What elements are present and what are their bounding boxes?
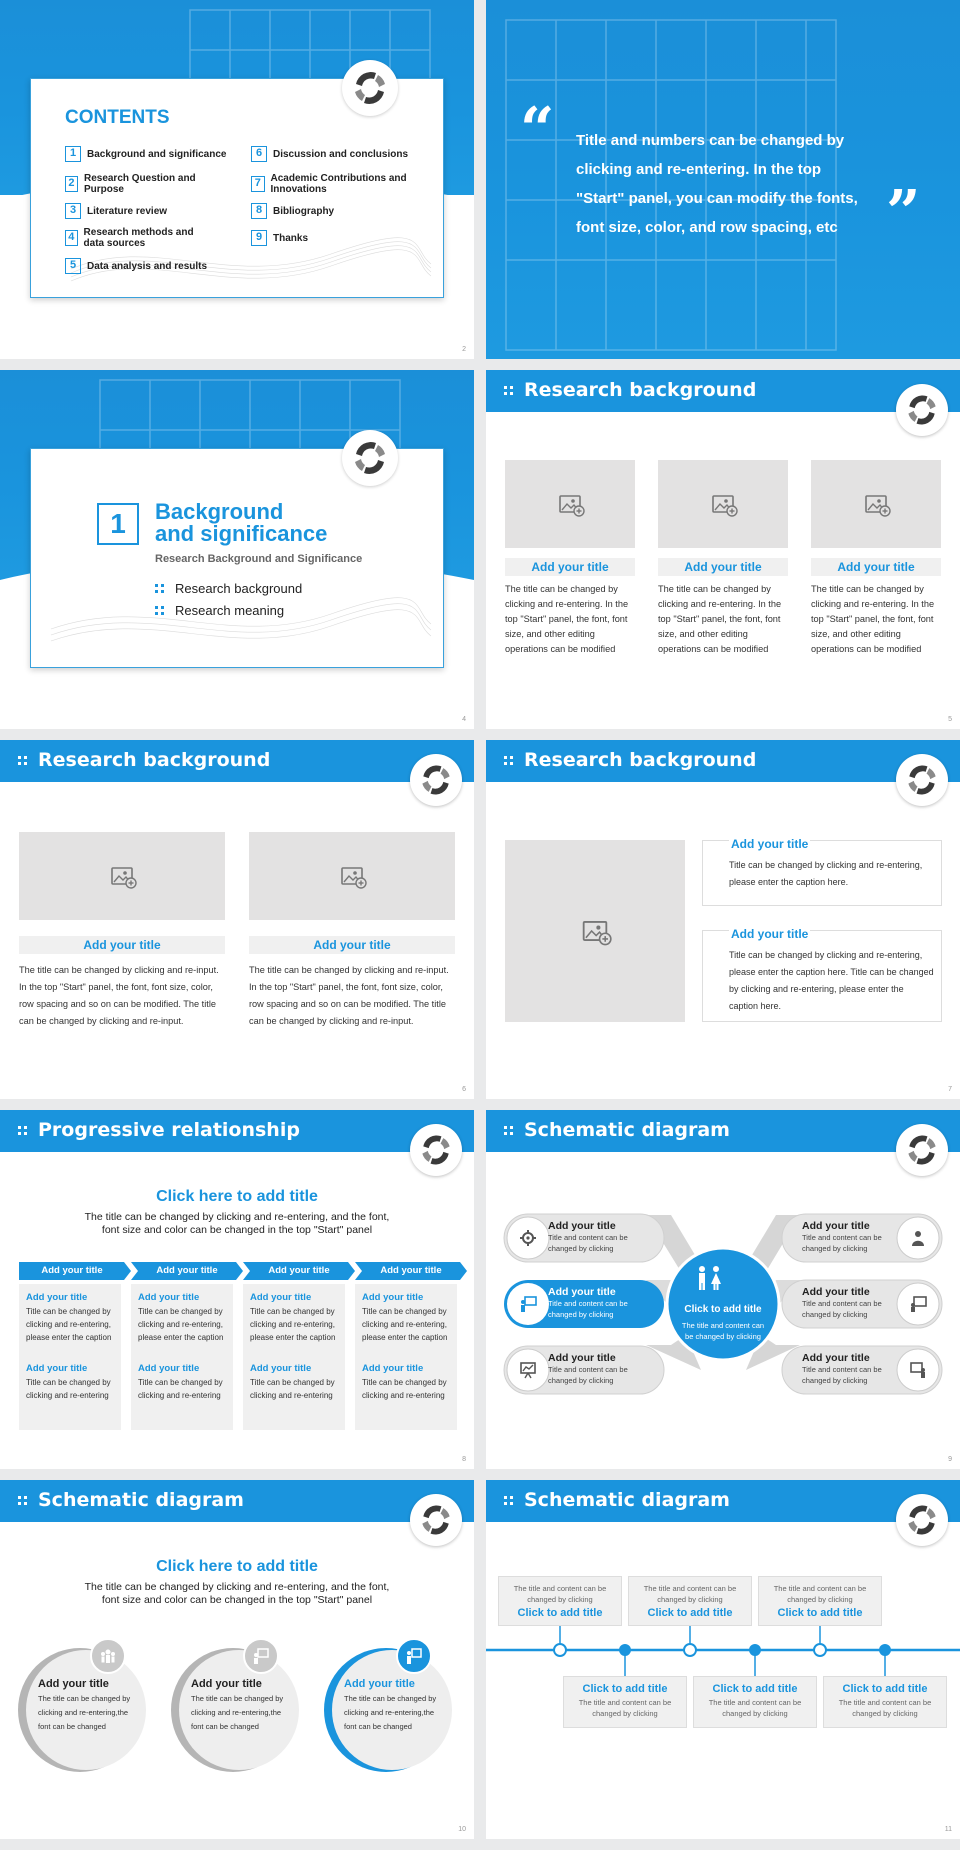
image-add-icon [861,489,891,519]
step-column[interactable] [355,1284,457,1430]
column-text: The title can be changed by clicking and re-input. In the top "Start" panel, the font, font size, color, row spacing and so on can be modified. The title can be changed by clicking and re-input. [249,965,449,1026]
timeline-box-bottom[interactable]: Click to add title The title and content can be changed by clicking [693,1676,817,1728]
person-icon [909,1229,927,1247]
contents-item-7[interactable]: 7 Academic Contributions and Innovations [251,173,431,195]
section-subtitle: Research Background and Significance [155,553,363,565]
logo-icon [896,754,948,806]
people-icon [694,1265,724,1291]
header-dots-icon [18,1126,28,1136]
slide-research-3col[interactable] [486,370,960,729]
contents-item-2[interactable]: 2 Research Question and Purpose [65,173,205,195]
caption-title: Add your title [731,927,809,941]
contents-item-9[interactable]: 9 Thanks [251,230,308,246]
slide-header: Research background [486,370,960,412]
step-title: Add your title [26,1292,88,1303]
column-text: The title can be changed by clicking and re-entering. In the top "Start" panel, the font, font size, and other editing operations can be modified [811,584,935,654]
image-placeholder[interactable] [658,460,788,548]
arrow-label[interactable]: Add your title [268,1265,330,1276]
page-number: 9 [948,1456,952,1463]
board-person-icon [909,1361,927,1379]
logo-icon [342,430,398,486]
hub-item-left-2[interactable]: Add your title Title and content can be changed by clicking [548,1286,628,1319]
quote-text[interactable]: Title and numbers can be changed by clicking and re-entering. In the top "Start" panel, you can modify the fonts, font size, color, and row spacing, etc [576,132,858,236]
circle-item[interactable]: Add your title The title can be changed by clicking and re-entering,the font can be changed [191,1678,284,1731]
step-text: Title can be changed by clicking and re-entering, please enter the caption [250,1307,336,1342]
column-title[interactable]: Add your title [505,558,635,576]
main-subtitle: The title can be changed by clicking and re-entering, and the font, font size and color can be changed in the top "Start" panel [84,1211,390,1236]
step-text: Title can be changed by clicking and re-entering [250,1378,335,1400]
logo-icon [342,60,398,116]
slide-contents[interactable] [0,0,474,359]
contents-item-4[interactable]: 4 Research methods and data sources [65,227,215,249]
step-title: Add your title [250,1292,312,1303]
slide-header: Schematic diagram [486,1480,960,1522]
gear-icon [519,1229,537,1247]
image-placeholder[interactable] [505,460,635,548]
slide-header: Research background [0,740,474,782]
page-number: 11 [944,1826,952,1833]
header-dots-icon [18,756,28,766]
page-number: 7 [948,1086,952,1093]
section-title[interactable] [155,501,327,545]
slide-header: Progressive relationship [0,1110,474,1152]
contents-item-3[interactable]: 3 Literature review [65,203,167,219]
circle-item[interactable]: Add your title The title can be changed by clicking and re-entering,the font can be changed [38,1678,131,1731]
timeline-box-bottom[interactable]: Click to add title The title and content can be changed by clicking [563,1676,687,1728]
hub-item-right-3[interactable]: Add your title Title and content can be changed by clicking [802,1352,882,1385]
logo-icon [896,1494,948,1546]
step-title: Add your title [26,1363,88,1374]
page-number: 4 [462,716,466,723]
main-title[interactable]: Click here to add title [156,1558,318,1575]
slide-research-2col[interactable] [0,740,474,1099]
presentation-icon [253,1648,269,1664]
column-title[interactable]: Add your title [658,558,788,576]
page-number: 5 [948,716,952,723]
column-text: The title can be changed by clicking and re-entering. In the top "Start" panel, the font, font size, and other editing operations can be modified [658,584,782,654]
slide-header: Schematic diagram [486,1110,960,1152]
image-add-icon [555,489,585,519]
bullet-research-meaning[interactable]: Research meaning [155,603,284,618]
timeline-axis [486,1618,960,1678]
image-add-icon [107,861,137,891]
section-title-line1: Background [155,499,284,524]
caption-box[interactable] [702,927,942,1022]
step-text: Title can be changed by clicking and re-entering [138,1378,223,1400]
arrow-label[interactable]: Add your title [380,1265,442,1276]
main-title[interactable]: Click here to add title [156,1188,318,1205]
image-placeholder[interactable] [505,840,685,1022]
open-quote-mark: “ [520,95,555,165]
team-icon [100,1648,116,1664]
logo-icon [896,384,948,436]
step-column[interactable] [243,1284,345,1430]
slide-schematic-hub[interactable] [486,1110,960,1469]
timeline-box-top[interactable]: The title and content can be changed by clicking Click to add title [758,1576,882,1626]
column-text: The title can be changed by clicking and re-entering. In the top "Start" panel, the font, font size, and other editing operations can be modified [505,584,629,654]
column-text: The title can be changed by clicking and re-input. In the top "Start" panel, the font, font size, color, row spacing and so on can be modified. The title can be changed by clicking and re-input. [19,965,219,1026]
timeline-box-top[interactable]: The title and content can be changed by clicking Click to add title [498,1576,622,1626]
contents-item-8[interactable]: 8 Bibliography [251,203,334,219]
page-number: 8 [462,1456,466,1463]
hub-center-text: The title and content can be changed by clicking [681,1321,765,1341]
arrow-label[interactable]: Add your title [41,1265,103,1276]
bullet-research-background[interactable]: Research background [155,581,302,596]
step-column[interactable] [131,1284,233,1430]
page-number: 2 [462,346,466,353]
slide-progressive[interactable] [0,1110,474,1469]
slide-schematic-timeline[interactable] [486,1480,960,1839]
step-text: Title can be changed by clicking and re-entering, please enter the caption [26,1307,112,1342]
step-text: Title can be changed by clicking and re-entering [26,1378,111,1400]
hub-item-right-2[interactable]: Add your title Title and content can be changed by clicking [802,1286,882,1319]
chart-board-icon [519,1361,537,1379]
page-number: 6 [462,1086,466,1093]
image-placeholder[interactable] [811,460,941,548]
bullet-dots-icon [155,606,167,616]
column-title[interactable]: Add your title [811,558,941,576]
page-number: 10 [458,1826,466,1833]
hub-item-left-3[interactable]: Add your title Title and content can be changed by clicking [548,1352,628,1385]
contents-item-1[interactable]: 1 Background and significance [65,146,226,162]
step-title: Add your title [362,1363,424,1374]
header-dots-icon [504,1126,514,1136]
image-add-icon [578,914,612,948]
slide-quote[interactable] [486,0,960,359]
slide-schematic-circles[interactable] [0,1480,474,1839]
image-add-icon [337,861,367,891]
teacher-icon [406,1648,422,1664]
step-text: Title can be changed by clicking and re-entering, please enter the caption [362,1307,448,1342]
header-dots-icon [504,756,514,766]
step-text: Title can be changed by clicking and re-entering, please enter the caption [138,1307,224,1342]
logo-icon [410,1494,462,1546]
image-placeholder[interactable] [19,832,225,920]
timeline-box-top[interactable]: The title and content can be changed by clicking Click to add title [628,1576,752,1626]
caption-text: Title can be changed by clicking and re-entering, please enter the caption here. [729,860,923,887]
step-text: Title can be changed by clicking and re-entering [362,1378,447,1400]
slide-header: Research background [486,740,960,782]
step-title: Add your title [138,1363,200,1374]
close-quote-mark: ” [886,178,921,248]
contents-item-5[interactable]: 5 Data analysis and results [65,258,207,274]
step-title: Add your title [250,1363,312,1374]
chat-icon [909,1295,927,1313]
hub-item-right-1[interactable]: Add your title Title and content can be changed by clicking [802,1220,882,1253]
contents-title: CONTENTS [65,107,170,128]
section-number: 1 [97,503,139,545]
main-subtitle: The title can be changed by clicking and re-entering, and the font, font size and color can be changed in the top "Start" panel [84,1581,390,1606]
logo-icon [896,1124,948,1176]
slide-header: Schematic diagram [0,1480,474,1522]
step-title: Add your title [362,1292,424,1303]
caption-title: Add your title [731,837,809,851]
presenter-icon [519,1295,537,1313]
caption-text: Title can be changed by clicking and re-entering, please enter the caption here. Title can be changed by clicking and re-entering, please enter the caption here. [729,950,934,1011]
hub-item-left-1[interactable]: Add your title Title and content can be changed by clicking [548,1220,628,1253]
column-title[interactable]: Add your title [19,936,225,954]
header-dots-icon [504,386,514,396]
column-title[interactable]: Add your title [249,936,455,954]
bullet-dots-icon [155,584,167,594]
logo-icon [410,1124,462,1176]
timeline-box-bottom[interactable]: Click to add title The title and content can be changed by clicking [823,1676,947,1728]
caption-box[interactable] [702,837,942,906]
image-add-icon [708,489,738,519]
hub-center-title[interactable]: Click to add title [684,1304,762,1315]
wave-lines [31,589,445,659]
section-title-line2: and significance [155,521,328,546]
circle-item[interactable]: Add your title The title can be changed by clicking and re-entering,the font can be changed [344,1678,437,1731]
contents-item-6[interactable]: 6 Discussion and conclusions [251,146,408,162]
arrow-label[interactable]: Add your title [156,1265,218,1276]
header-dots-icon [504,1496,514,1506]
logo-icon [410,754,462,806]
slide-section[interactable] [0,370,474,729]
step-title: Add your title [138,1292,200,1303]
image-placeholder[interactable] [249,832,455,920]
step-column[interactable] [19,1284,121,1430]
header-dots-icon [18,1496,28,1506]
slide-research-boxes[interactable] [486,740,960,1099]
